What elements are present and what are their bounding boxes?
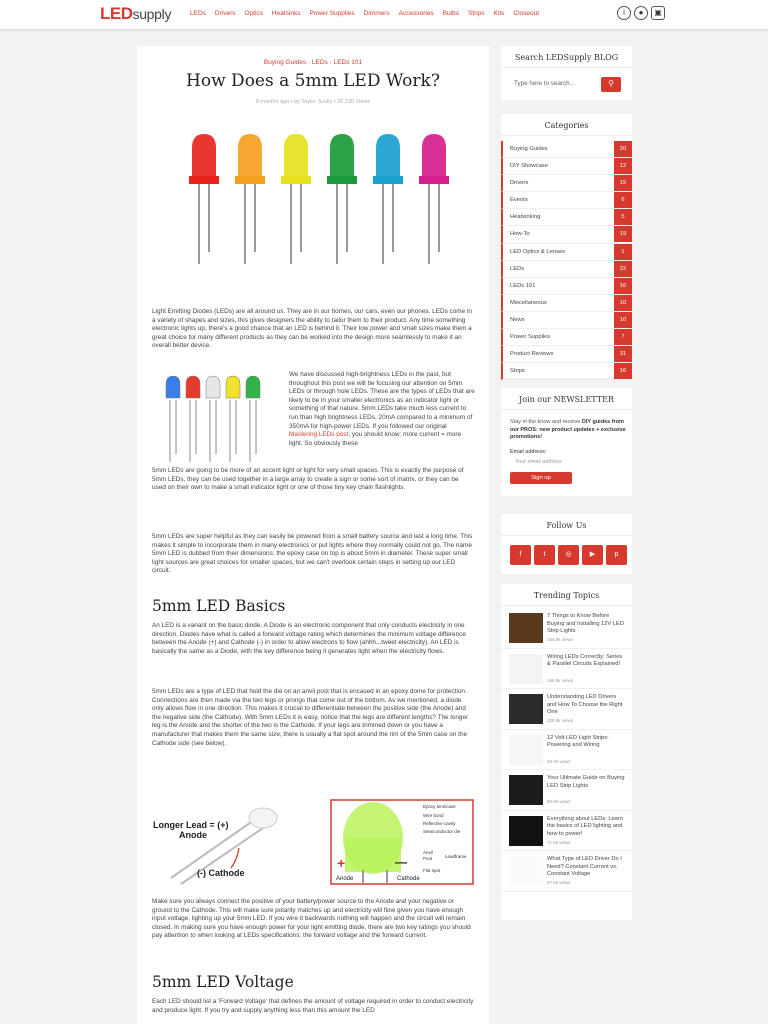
diagram-anode-bottom: Anode [336,876,354,882]
paragraph-battery: 5mm LEDs are super helpful as they can easily be powered from a small battery source and last a long time. This makes it simple to incorporate them in many electronics or put lights where they normally could not go. The name 5mm LED is dubbed from their dimensions: the epoxy case on top is about 5mm in diameter. These super small light sources are great choices for smaller spaces, but we can't overlook certain steps in setting up our LED circuit. [152,533,473,575]
nav-heatsinks[interactable]: Heatsinks [271,10,301,17]
email-label: Email address: [510,449,547,455]
hero-led [419,134,449,264]
trending-thumbnail[interactable] [509,613,543,643]
nav-dimmers[interactable]: Dimmers [363,10,390,17]
trending-item[interactable] [501,851,632,892]
category-label: Product Reviews [510,351,554,358]
category-item[interactable] [501,158,632,175]
mastering-leds-link[interactable]: Mastering LEDs post [289,431,349,439]
nav-accessories[interactable]: Accessories [398,10,434,17]
nav-leds[interactable]: LEDs [190,10,206,17]
logo[interactable] [100,4,171,24]
cart-icon[interactable]: ▣ [651,6,665,20]
trending-title: Trending Topics [501,584,632,606]
newsletter-text-a: Stay in the know and receive [510,419,582,425]
trending-views: 128.9k views [547,718,574,723]
trending-item-title[interactable]: Your Ultimate Guide on Buying LED Strip Lights [547,775,625,789]
category-count: 6 [614,192,632,208]
label-anvil: Anvil [423,850,433,855]
email-field[interactable]: Your email address [515,459,562,465]
follow-widget [501,514,632,574]
trending-item-title[interactable]: Everything about LEDs: Learn the basics of LED lighting and how to power! [547,815,623,837]
category-item[interactable] [501,346,632,363]
pinterest-icon[interactable]: p [606,545,627,565]
newsletter-title: Join our NEWSLETTER [501,388,632,410]
category-item[interactable] [501,261,632,278]
diagram-plus: + [337,855,346,871]
category-count: 10 [614,312,632,328]
category-item[interactable] [501,329,632,346]
small-led [206,376,220,462]
category-item[interactable] [501,278,632,295]
search-input[interactable]: Type here to search... [514,80,575,87]
categories-title: Categories [501,114,632,136]
trending-views: 98.4k views [547,758,571,764]
hero-led [327,134,357,264]
category-count: 16 [614,278,632,294]
heading-voltage: 5mm LED Voltage [152,973,294,991]
category-item[interactable] [501,192,632,209]
trending-thumbnail[interactable] [509,775,543,805]
article [137,46,489,1024]
nav-power-supplies[interactable]: Power Supplies [309,10,355,17]
category-count: 12 [614,158,632,174]
category-label: News [510,316,525,323]
paragraph-anode: 5mm LEDs are a type of LED that hold the die on an anvil post that is encased in an epoxy dome for protection. Connections are then made via the two legs or prongs that come out of the bottom. As we mentioned, a diode only allows flow in one direction. This makes it crucial to differentiate between the positive side (the Anode) and the negative side (the Cathode). With 5mm LEDs it is easy, notice that the legs are different lengths? The longer leg is the Anode and the shorter of the two is the Cathode. If your legs are trimmed down or you have a manufacturer that makes them the same size, there is usually a flat spot around the rim of the 5mm case on the Cathode side (see below). [152,688,469,747]
hero-led [189,134,219,264]
trending-thumbnail[interactable] [509,816,543,846]
category-count: 31 [614,346,632,362]
category-count: 20 [614,141,632,157]
trending-widget [501,584,632,920]
trending-item[interactable] [501,608,632,649]
paragraph-intro: Light Emitting Diodes (LEDs) are all around us. They are in our homes, our cars, even our phones. LEDs come in a variety of shapes and sizes, this gives designers the ability to tailor them to their product. Any time something electronic lights up, there's a good chance that an LED is behind it. Their low power and small sizes make them a great choice for many different products as they can be worked into the design more seamlessly to make it an overall better device. [152,308,472,350]
paragraph-polarity: Make sure you always connect the positive of your battery/power source to the Anode and your negative or ground to the Cathode. This will make sure polarity matches up and electricity will flow given you have enough input voltage, lighting up your 5mm LED. If you wire it backwards nothing will happen and the circuit will remain closed. In making sure you have enough power for your light emitting diode, there are two key ratings you should pay attention to when looking at LEDs specifications: the forward voltage and the forward current. [152,898,471,940]
nav-kits[interactable]: Kits [493,10,505,17]
paragraph-forward-voltage: Each LED should list a 'Forward Voltage' that defines the amount of voltage required in order to conduct electricity and produce light. If you try and supply anything less than this amount the LED [152,998,474,1014]
logo-supply-text: supply [132,6,172,22]
article-title: How Does a 5mm LED Work? [186,71,440,91]
trending-list [501,606,632,892]
p2-after: , you should know: more current = more light. So obviously these [289,431,462,447]
label-die: Semiconductor die [423,829,461,834]
trending-item[interactable] [501,770,632,811]
category-count: 22 [614,261,632,277]
category-label: DIY Showcase [510,163,548,170]
trending-item[interactable] [501,649,632,690]
category-label: Power Supplies [510,334,551,341]
search-widget-title: Search LEDSupply BLOG [501,46,632,68]
label-leadframe: Leadframe [445,854,467,859]
logo-led-text: LED [100,4,133,23]
article-categories[interactable]: Buying Guides · LEDs · LEDs 101 [263,59,363,66]
trending-views: 71.6k views [547,839,571,845]
newsletter-text [510,419,628,442]
instagram-icon[interactable]: ◎ [558,545,579,565]
category-item[interactable] [501,226,632,243]
facebook-icon[interactable]: f [510,545,531,565]
trending-item-title[interactable]: 7 Things to Know Before Buying and Installing 12V LED Strip Lights [547,613,624,635]
small-leds-image [151,372,273,464]
label-reflective: Reflective cavity [423,821,456,826]
category-label: Events [510,197,528,204]
trending-views: 80.8k views [547,799,571,804]
signup-button[interactable]: Sign up [510,472,572,484]
category-label: Miscellaneous [510,299,547,306]
small-led [226,376,240,462]
category-count: 5 [614,209,632,225]
heading-basics: 5mm LED Basics [152,597,286,615]
trending-views: 166.8k views [547,677,574,683]
categories-widget [501,114,632,378]
newsletter-text-b: DIY guides from our PROS: new product updates + exclusive promotions! [510,419,626,440]
category-label: How-To [510,231,530,238]
twitter-icon[interactable]: t [534,545,555,565]
category-label: Strips [510,368,525,375]
category-item[interactable] [501,363,632,380]
trending-thumbnail[interactable] [509,856,543,886]
category-count: 1 [614,244,632,260]
trending-thumbnail[interactable] [509,654,543,684]
info-icon[interactable]: i [617,6,631,20]
category-label: LED Optics & Lenses [510,248,566,255]
label-post: Post [423,856,433,861]
category-item[interactable] [501,295,632,312]
category-item[interactable] [501,244,632,261]
hero-led [235,134,265,264]
diagram-longer-lead: Longer Lead = (+) [153,820,229,830]
category-count: 16 [614,363,632,379]
trending-thumbnail[interactable] [509,735,543,765]
nav-drivers[interactable]: Drivers [214,10,236,17]
trending-views: 67.6k views [547,880,571,885]
category-item[interactable] [501,141,632,158]
category-label: LEDs 101 [510,282,536,289]
diagram-minus: — [395,855,407,869]
nav-strips[interactable]: Strips [467,10,485,17]
trending-item-title[interactable]: Wiring LEDs Correctly: Series & Parallel Circuits Explained! [547,653,623,668]
small-led [246,376,260,462]
search-widget [501,46,632,100]
hero-led-image [151,124,475,294]
trending-item[interactable] [501,730,632,771]
search-icon: ⚲ [608,79,614,88]
category-item[interactable] [501,175,632,192]
main-nav [190,10,539,17]
trending-item[interactable] [501,811,632,852]
p2-before: We have discussed high-brightness LEDs in the past, but throughout this post we will be focusing our attention on 5mm LEDs or through hole LEDs. These are the types of LEDs that are likely to be in your smaller electronics as an indicator light or something of that nature. 5mm LEDs take much less current to run than high brightness LEDs, 20mA compared to a minimum of 350mA for high-power LEDs. If you followed our original [289,371,475,430]
category-label: Buying Guides [510,146,548,152]
paragraph-purpose: 5mm LEDs are going to be more of an accent light or light for very small spaces. This is exactly the purpose of 5mm LEDs, they can be used together in a large array to create a sign or some sort of matrix, or they can be used on their own to make a small indicator light or one of those tiny key chain flashlights. [152,467,464,492]
label-wire-bond: Wire bond [423,813,444,818]
trending-thumbnail[interactable] [509,694,543,724]
category-label: LEDs [510,265,525,272]
paragraph-diode: An LED is a variant on the basic diode. A Diode is an electronic component that only conducts electricity in one direction. Diodes have what is called a forward voltage rating which determines the minimum voltage difference between the Anode (+) and Cathode (-) in order to allow electrons to flow (ahhh...tweet electricity). An LED is basically the same as a Diode, with the key difference being it generates light when the electricity flows. [152,622,466,655]
hero-led [281,134,311,264]
search-button[interactable] [601,77,621,92]
top-bar [0,0,768,30]
category-item[interactable] [501,312,632,329]
diagram-anode: Anode [179,830,207,840]
nav-closeout[interactable]: Closeout [513,10,540,17]
follow-title: Follow Us [501,514,632,536]
small-led [186,376,200,462]
paragraph-wrap [289,371,475,448]
nav-bulbs[interactable]: Bulbs [442,10,459,17]
hero-led [373,134,403,264]
category-label: Drivers [510,180,529,187]
trending-views: 254.8k views [547,637,574,642]
led-anatomy-diagram [151,798,475,886]
category-item[interactable] [501,209,632,226]
diagram-cathode: (-) Cathode [197,868,245,878]
category-count: 19 [614,226,632,242]
label-flat-spot: Flat spot [423,868,441,873]
category-count: 15 [614,175,632,191]
category-count: 10 [614,295,632,311]
youtube-icon[interactable]: ▶ [582,545,603,565]
small-led [166,376,180,462]
category-count: 7 [614,329,632,345]
nav-optics[interactable]: Optics [244,10,263,17]
category-list [501,136,632,380]
newsletter-widget [501,388,632,496]
article-meta: 8 months ago • by Taylor Scully • 20,130 Views [255,99,371,105]
trending-item-title[interactable]: Understanding LED Drivers and How To Choose the Right One [547,694,623,716]
label-epoxy: Epoxy lens/case [423,804,456,809]
account-icon[interactable]: ● [634,6,648,20]
trending-item-title[interactable]: 12 Volt LED Light Strips: Powering and Wiring [547,734,609,749]
category-label: Heatsinking [510,214,541,221]
trending-item[interactable] [501,689,632,730]
diagram-cathode-bottom: Cathode [397,876,420,882]
trending-item-title[interactable]: What Type of LED Driver Do I Need? Constant Current vs. Constant Voltage [547,856,622,878]
